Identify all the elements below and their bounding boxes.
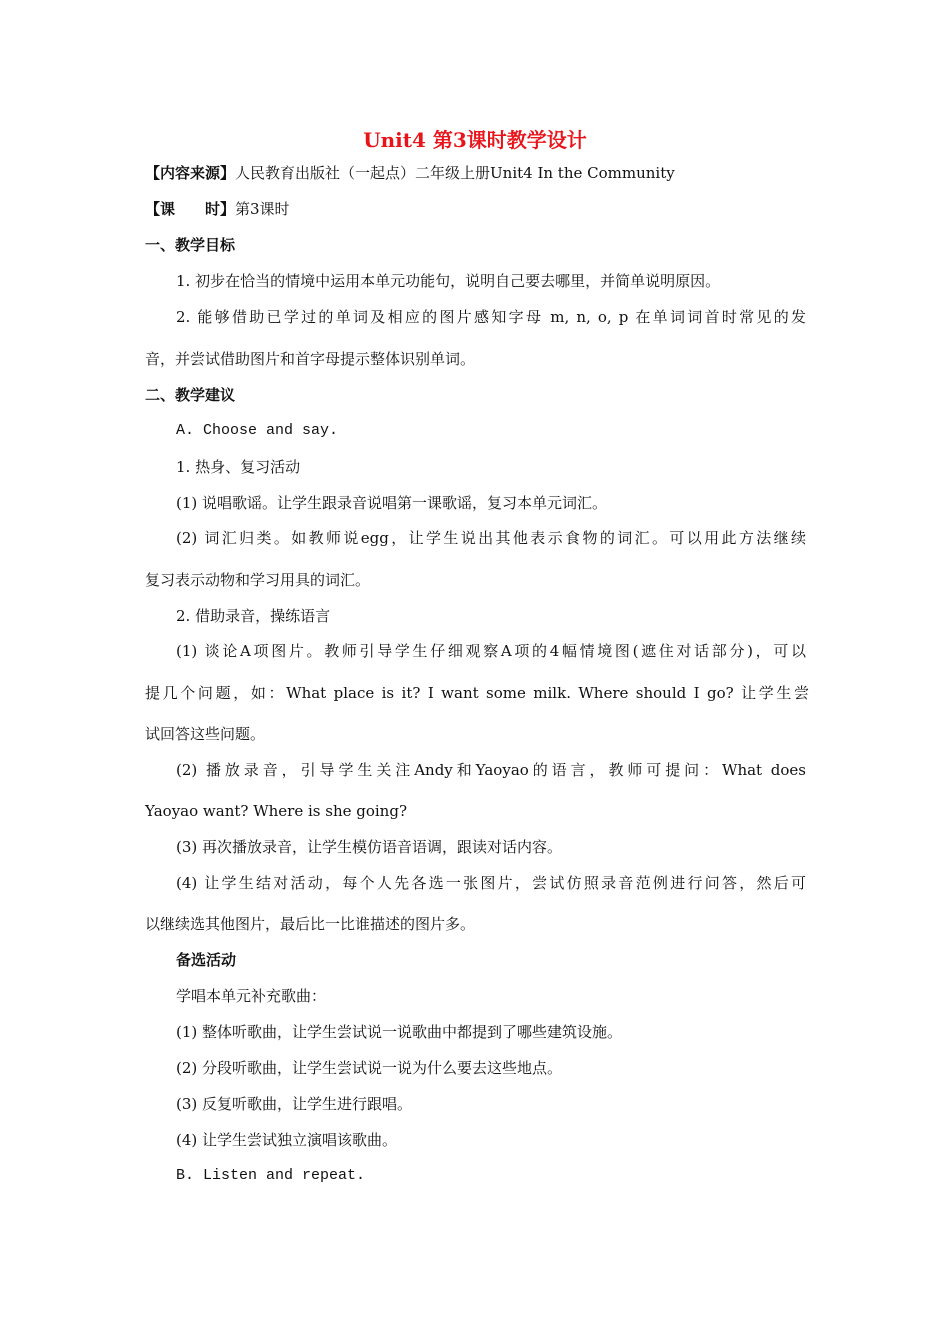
- step-2-item-4-line-2: 以继续选其他图片，最后比一比谁描述的图片多。: [145, 915, 476, 933]
- step-1-heading: 1. 热身、复习活动: [176, 458, 301, 476]
- step-2-item-2-line-1: (2) 播放录音，引导学生关注Andy和Yaoyao的语言，教师可提问：What does: [176, 761, 806, 779]
- step-2-heading: 2. 借助录音，操练语言: [176, 607, 331, 625]
- step-2-item-3: (3) 再次播放录音，让学生模仿语音语调，跟读对话内容。: [176, 838, 563, 856]
- section-heading-goals: 一、教学目标: [145, 236, 236, 254]
- goal-item-2-line-2: 音，并尝试借助图片和首字母提示整体识别单词。: [145, 350, 476, 368]
- content-source-label: 【内容来源】: [145, 164, 236, 182]
- content-source-line: [145, 163, 809, 183]
- step-2-item-4-line-1: (4) 让学生结对活动，每个人先各选一张图片，尝试仿照录音范例进行问答，然后可: [176, 874, 806, 892]
- step-2-item-2-line-2: Yaoyao want? Where is she going?: [145, 802, 407, 820]
- step-1-item-2-line-1: (2) 词汇归类。如教师说egg，让学生说出其他表示食物的词汇。可以用此方法继续: [176, 529, 806, 547]
- optional-item-2: (2) 分段听歌曲，让学生尝试说一说为什么要去这些地点。: [176, 1059, 563, 1077]
- optional-item-3: (3) 反复听歌曲，让学生进行跟唱。: [176, 1095, 413, 1113]
- optional-item-1: (1) 整体听歌曲，让学生尝试说一说歌曲中都提到了哪些建筑设施。: [176, 1023, 623, 1041]
- content-source-text: 人民教育出版社（一起点）二年级上册Unit4 In the Community: [235, 164, 675, 182]
- step-2-item-1-line-1: (1) 谈论A项图片。教师引导学生仔细观察A项的4幅情境图(遮住对话部分)，可以: [176, 642, 806, 660]
- optional-activities-intro: 学唱本单元补充歌曲：: [176, 987, 327, 1005]
- part-b-heading: B. Listen and repeat.: [176, 1167, 366, 1184]
- optional-item-4: (4) 让学生尝试独立演唱该歌曲。: [176, 1131, 398, 1149]
- optional-activities-heading: 备选活动: [176, 951, 237, 969]
- lesson-period-label: 【课 时】: [145, 200, 236, 218]
- step-1-item-2-line-2: 复习表示动物和学习用具的词汇。: [145, 571, 371, 589]
- document-title: Unit4 第3课时教学设计: [363, 128, 587, 152]
- section-heading-suggestions: 二、教学建议: [145, 386, 236, 404]
- step-2-item-1-line-2: 提几个问题，如：What place is it? I want some milk. Where should I go? 让学生尝: [145, 684, 809, 702]
- goal-item-1: 1. 初步在恰当的情境中运用本单元功能句，说明自己要去哪里，并简单说明原因。: [176, 272, 721, 290]
- lesson-period-text: 第3课时: [235, 200, 290, 218]
- step-1-item-1: (1) 说唱歌谣。让学生跟录音说唱第一课歌谣，复习本单元词汇。: [176, 494, 608, 512]
- goal-item-2-line-1: 2. 能够借助已学过的单词及相应的图片感知字母 m, n, o, p 在单词词首时常见的发: [176, 308, 806, 326]
- part-a-heading: A. Choose and say.: [176, 422, 339, 439]
- step-2-item-1-line-3: 试回答这些问题。: [145, 725, 266, 743]
- lesson-period-line: [145, 199, 809, 219]
